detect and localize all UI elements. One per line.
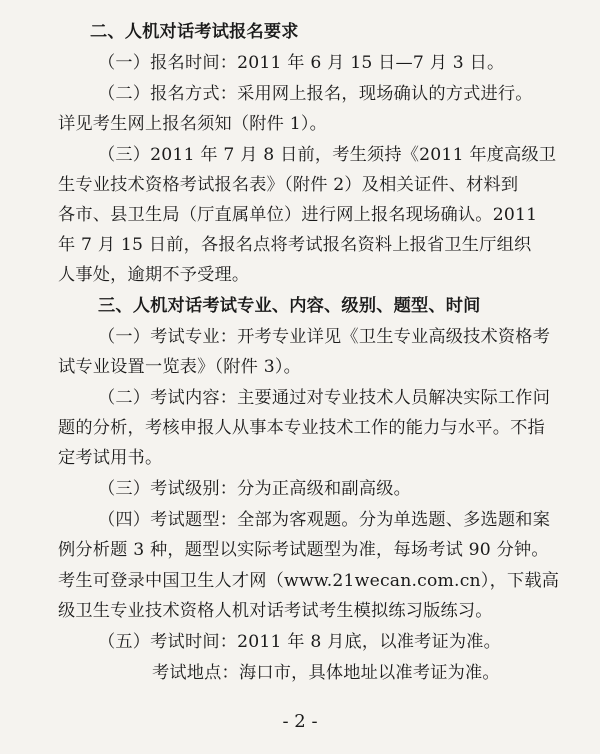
- exam-time: （五）考试时间：2011 年 8 月底，以准考证为准。: [98, 632, 502, 652]
- exam-location: 考试地点：海口市，具体地址以准考证为准。: [152, 663, 500, 683]
- exam-question-type-line2: 例分析题 3 种，题型以实际考试题型为准，每场考试 90 分钟。: [58, 540, 549, 560]
- confirmation-line2: 生专业技术资格考试报名表》（附件 2）及相关证件、材料到: [58, 175, 519, 195]
- exam-level: （三）考试级别：分为正高级和副高级。: [98, 479, 411, 499]
- exam-content-line3: 定考试用书。: [58, 448, 163, 468]
- section-2-heading: 二、人机对话考试报名要求: [90, 22, 299, 42]
- registration-method-line2: 详见考生网上报名须知（附件 1）。: [58, 114, 328, 134]
- exam-question-type-line3: 考生可登录中国卫生人才网（www.21wecan.com.cn），下载高: [58, 571, 560, 591]
- exam-question-type-line1: （四）考试题型：全部为客观题。分为单选题、多选题和案: [98, 510, 551, 530]
- registration-time: （一）报名时间：2011 年 6 月 15 日—7 月 3 日。: [98, 53, 505, 73]
- exam-content-line2: 题的分析，考核申报人从事本专业技术工作的能力与水平。不指: [58, 418, 545, 438]
- exam-specialty-line2: 试专业设置一览表》（附件 3）。: [58, 357, 302, 377]
- confirmation-line3: 各市、县卫生局（厅直属单位）进行网上报名现场确认。2011: [58, 205, 538, 225]
- page-number: - 2 -: [282, 711, 318, 732]
- registration-method-line1: （二）报名方式：采用网上报名，现场确认的方式进行。: [98, 84, 533, 104]
- confirmation-line4: 年 7 月 15 日前，各报名点将考试报名资料上报省卫生厅组织: [58, 235, 532, 255]
- exam-content-line1: （二）考试内容：主要通过对专业技术人员解决实际工作问: [98, 388, 551, 408]
- exam-specialty-line1: （一）考试专业：开考专业详见《卫生专业高级技术资格考: [98, 327, 551, 347]
- exam-question-type-line4: 级卫生专业技术资格人机对话考试考生模拟练习版练习。: [58, 601, 493, 621]
- confirmation-line1: （三）2011 年 7 月 8 日前，考生须持《2011 年度高级卫: [98, 145, 557, 165]
- confirmation-line5: 人事处，逾期不予受理。: [58, 265, 250, 285]
- section-3-heading: 三、人机对话考试专业、内容、级别、题型、时间: [98, 296, 481, 316]
